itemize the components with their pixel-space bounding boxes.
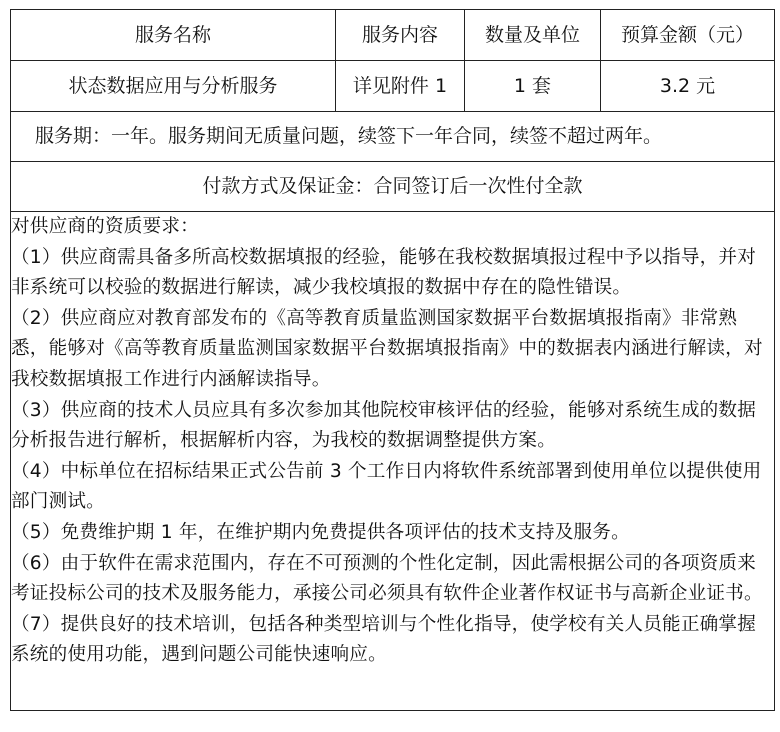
requirement-item: （6）由于软件在需求范围内，存在不可预测的个性化定制，因此需根据公司的各项资质来考证投标公司的技术及服务能力，承接公司必须具有软件企业著作权证书与高新企业证书。: [11, 552, 763, 605]
cell-service-name: 状态数据应用与分析服务: [11, 61, 336, 112]
requirement-item: （7）提供良好的技术培训，包括各种类型培训与个性化指导，使学校有关人员能正确掌握系统的使用功能，遇到问题公司能快速响应。: [11, 613, 756, 666]
table-header-row: [11, 10, 775, 61]
service-period-text: 服务期：一年。服务期间无质量问题，续签下一年合同，续签不超过两年。: [11, 112, 775, 162]
header-service-name: 服务名称: [11, 10, 336, 61]
payment-row: [11, 162, 775, 212]
header-quantity-unit: 数量及单位: [465, 10, 601, 61]
requirement-item: （3）供应商的技术人员应具有多次参加其他院校审核评估的经验，能够对系统生成的数据分析报告进行解析，根据解析内容，为我校的数据调整提供方案。: [11, 399, 756, 452]
requirement-item: （1）供应商需具备多所高校数据填报的经验，能够在我校数据填报过程中予以指导，并对非系统可以校验的数据进行解读，减少我校填报的数据中存在的隐性错误。: [11, 246, 756, 299]
cell-service-content: 详见附件 1: [336, 61, 465, 112]
table-row: [11, 61, 775, 112]
requirement-item: （4）中标单位在招标结果正式公告前 3 个工作日内将软件系统部署到使用单位以提供使用部门测试。: [11, 460, 762, 513]
requirement-item: （5）免费维护期 1 年，在维护期内免费提供各项评估的技术支持及服务。: [11, 521, 630, 543]
header-budget-amount: 预算金额（元）: [601, 10, 775, 61]
service-table: [10, 9, 775, 711]
header-service-content: 服务内容: [336, 10, 465, 61]
requirement-item: （2）供应商应对教育部发布的《高等教育质量监测国家数据平台数据填报指南》非常熟悉，能够对《高等教育质量监测国家数据平台数据填报指南》中的数据表内涵进行解读，对我校数据填报工作进行内涵解读指导。: [11, 307, 763, 390]
qualification-cell: [11, 212, 775, 711]
cell-quantity-unit: 1 套: [465, 61, 601, 112]
qualification-title: 对供应商的资质要求：: [11, 216, 199, 237]
cell-budget-amount: 3.2 元: [601, 61, 775, 112]
payment-text: 付款方式及保证金：合同签订后一次性付全款: [11, 162, 775, 212]
service-period-row: [11, 112, 775, 162]
qualification-row: [11, 212, 775, 711]
